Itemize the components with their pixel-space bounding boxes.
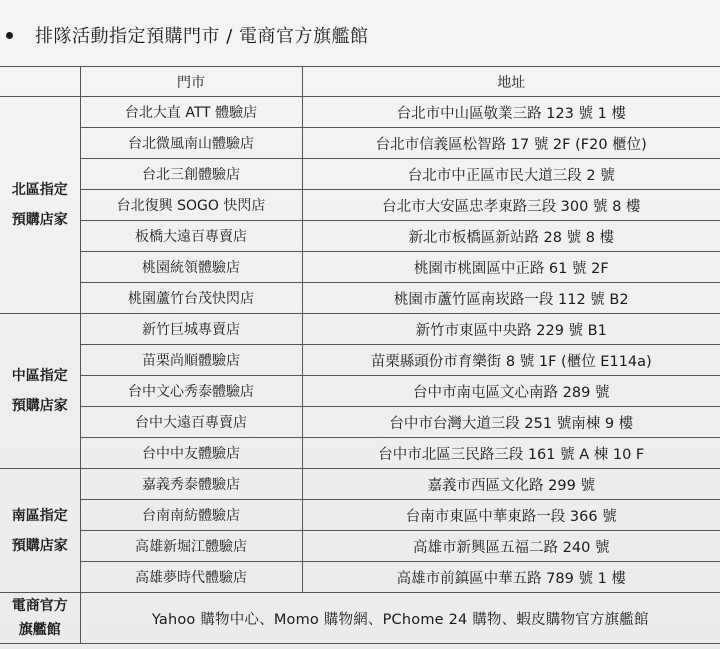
store-address: 高雄市新興區五福二路 240 號	[302, 531, 720, 562]
table-row	[0, 314, 720, 345]
region-north	[0, 97, 80, 314]
store-name: 桃園統領體驗店	[80, 252, 302, 283]
region-label-line2: 預購店家	[11, 398, 68, 414]
table-row	[0, 531, 720, 562]
table-row	[0, 500, 720, 531]
store-name: 台中中友體驗店	[80, 438, 302, 469]
store-address: 嘉義市西區文化路 299 號	[302, 469, 720, 500]
store-address: 桃園市桃園區中正路 61 號 2F	[302, 252, 720, 283]
region-label-line1: 南區指定	[11, 507, 68, 524]
store-name: 台北微風南山體驗店	[80, 128, 302, 159]
header-address: 地址	[302, 67, 720, 97]
table-row	[0, 562, 720, 593]
store-name: 台南南紡體驗店	[80, 500, 302, 531]
store-name: 台北三創體驗店	[80, 159, 302, 190]
table-row	[0, 438, 720, 469]
store-name: 台北復興 SOGO 快閃店	[80, 190, 302, 221]
store-address: 桃園市蘆竹區南崁路一段 112 號 B2	[302, 283, 720, 314]
heading-text: 排隊活動指定預購門市 / 電商官方旗艦館	[35, 26, 369, 47]
store-address: 新竹市東區中央路 229 號 B1	[302, 314, 720, 345]
region-ecommerce	[0, 593, 80, 644]
store-name: 高雄夢時代體驗店	[80, 562, 302, 593]
region-label-line1: 中區指定	[11, 368, 68, 384]
table-row	[0, 190, 720, 221]
table-row	[0, 407, 720, 438]
store-address: 台北市中正區市民大道三段 2 號	[302, 159, 720, 190]
region-label-line1: 電商官方	[11, 598, 68, 614]
ecommerce-platforms: Yahoo 購物中心、Momo 購物網、PChome 24 購物、蝦皮購物官方旗艦館	[80, 593, 720, 644]
store-name: 嘉義秀泰體驗店	[80, 469, 302, 500]
store-name: 桃園蘆竹台茂快閃店	[80, 283, 302, 314]
region-label-line2: 旗艦館	[18, 622, 61, 638]
store-address: 台南市東區中華東路一段 366 號	[302, 500, 720, 531]
region-south	[0, 469, 80, 593]
store-address: 台中市台灣大道三段 251 號南棟 9 樓	[302, 407, 720, 438]
store-address: 台北市信義區松智路 17 號 2F (F20 櫃位)	[302, 128, 720, 159]
table-row	[0, 221, 720, 252]
table-row	[0, 159, 720, 190]
table-row	[0, 128, 720, 159]
table-row	[0, 252, 720, 283]
region-label-line1: 北區指定	[11, 182, 68, 198]
store-name: 高雄新堀江體驗店	[80, 531, 302, 562]
ecommerce-row	[0, 593, 720, 644]
section-heading	[6, 22, 369, 48]
store-name: 台中文心秀泰體驗店	[80, 376, 302, 407]
store-name: 台北大直 ATT 體驗店	[80, 97, 302, 128]
table-row	[0, 376, 720, 407]
table-header-row	[0, 67, 720, 97]
region-label-line2: 預購店家	[11, 537, 68, 554]
store-address: 苗栗縣頭份市育樂街 8 號 1F (櫃位 E114a)	[302, 345, 720, 376]
table-row	[0, 97, 720, 128]
region-label-line2: 預購店家	[11, 212, 68, 228]
header-store: 門市	[80, 67, 302, 97]
header-blank-cell	[0, 67, 80, 97]
store-address: 台中市南屯區文心南路 289 號	[302, 376, 720, 407]
store-name: 台中大遠百專賣店	[80, 407, 302, 438]
store-address: 台北市中山區敬業三路 123 號 1 樓	[302, 97, 720, 128]
store-name: 板橋大遠百專賣店	[80, 221, 302, 252]
store-table	[0, 66, 720, 644]
store-address: 台北市大安區忠孝東路三段 300 號 8 樓	[302, 190, 720, 221]
store-name: 新竹巨城專賣店	[80, 314, 302, 345]
table-row	[0, 469, 720, 500]
table-row	[0, 283, 720, 314]
table-row	[0, 345, 720, 376]
bullet-icon	[6, 32, 13, 39]
store-name: 苗栗尚順體驗店	[80, 345, 302, 376]
store-address: 高雄市前鎮區中華五路 789 號 1 樓	[302, 562, 720, 593]
region-central	[0, 314, 80, 469]
store-address: 新北市板橋區新站路 28 號 8 樓	[302, 221, 720, 252]
store-address: 台中市北區三民路三段 161 號 A 棟 10 F	[302, 438, 720, 469]
